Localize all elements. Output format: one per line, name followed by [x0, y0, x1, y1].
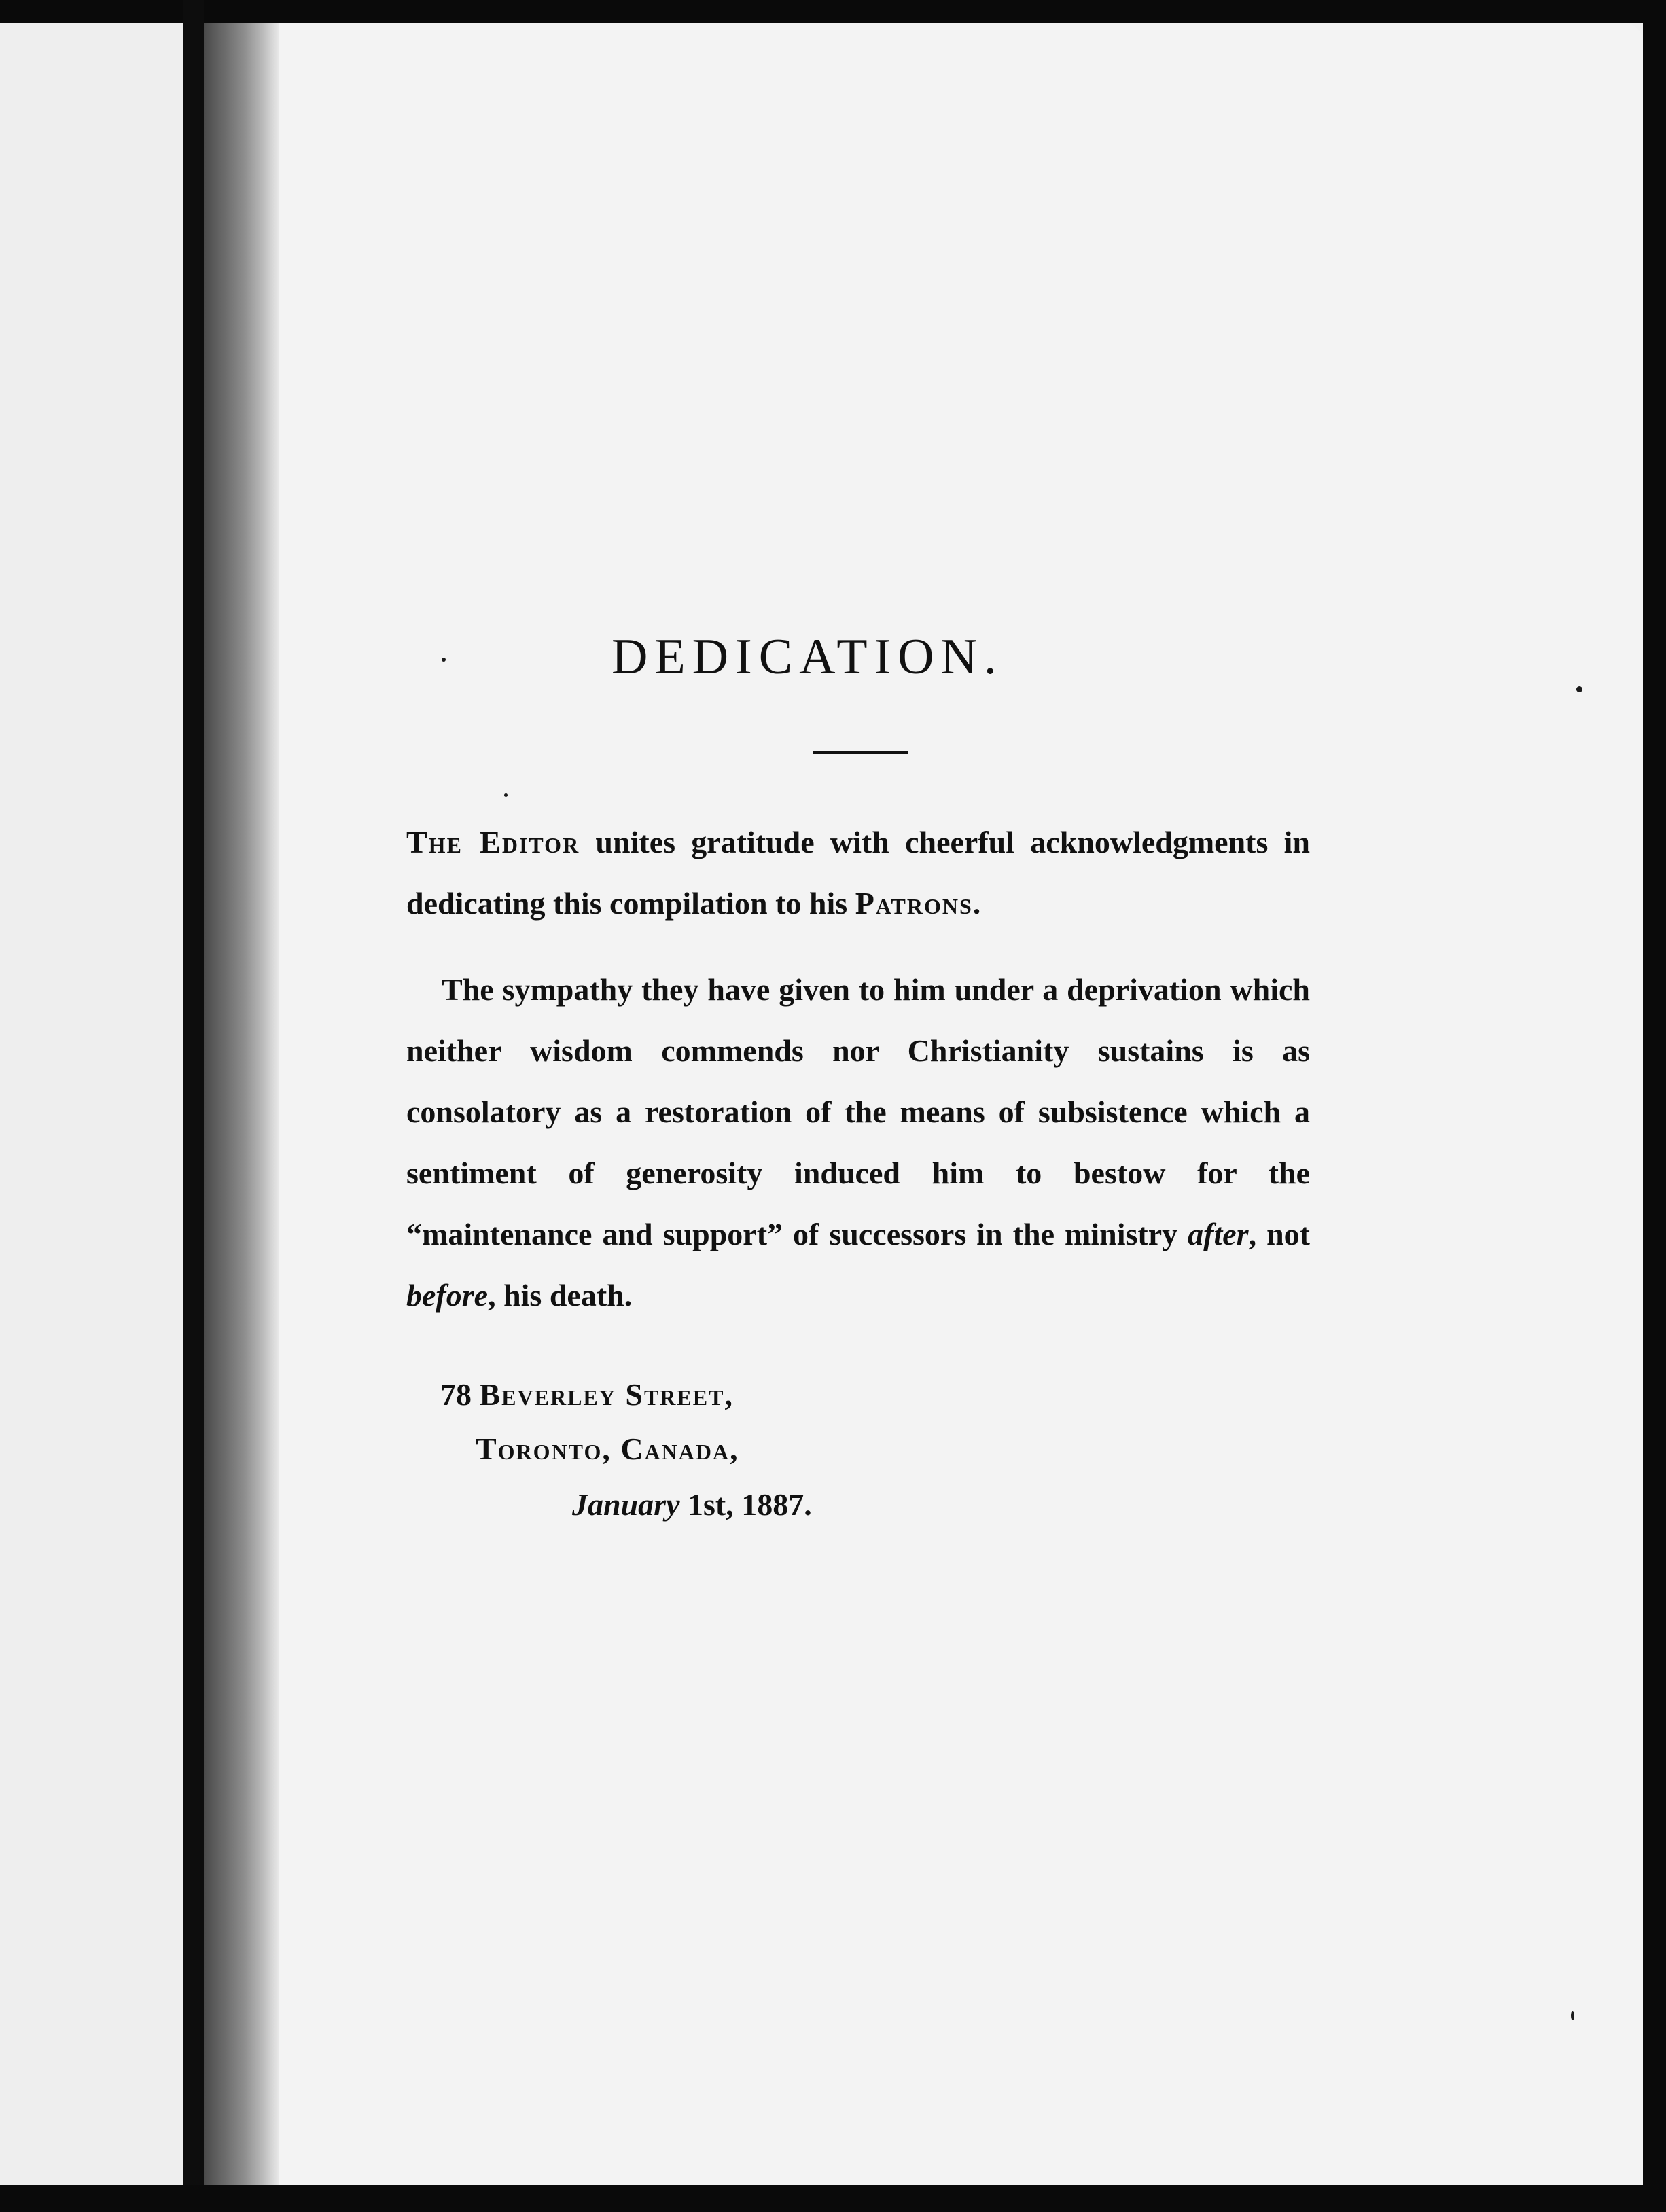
paragraph-2-end: , his death. [488, 1278, 633, 1313]
dedication-paragraph-1 [406, 812, 1310, 934]
film-speck [1571, 2011, 1574, 2020]
patrons-label: Patrons [855, 886, 973, 921]
page-title: DEDICATION. [612, 629, 1004, 685]
film-edge-top [0, 0, 1666, 23]
binding-edge [183, 0, 204, 2212]
film-speck [442, 658, 446, 662]
title-rule [813, 751, 908, 754]
paragraph-2-mid: , not [1248, 1217, 1310, 1251]
street-number: 78 [440, 1377, 472, 1412]
address-date-line [572, 1489, 812, 1520]
film-speck [504, 793, 508, 797]
after-italic: after [1188, 1217, 1249, 1251]
film-speck [1576, 686, 1582, 692]
street-name: Beverley Street, [479, 1377, 734, 1412]
binding-shadow [204, 23, 279, 2185]
city-name: Toronto, Canada, [476, 1431, 739, 1466]
before-italic: before [406, 1278, 489, 1313]
paragraph-2-text: The sympathy they have given to him under a deprivation which neither wisdom commends nor Christianity sustains is as consolatory as a restoration of the means of subsistence which a sentiment of generosity induced him to bestow for the “maintenance and support” of successors in the ministry [406, 972, 1310, 1251]
paragraph-1-text: unites gratitude with cheerful acknowledgments in dedicating this compilation to his [406, 825, 1310, 921]
address-street-line [440, 1379, 734, 1410]
date-month: January [572, 1487, 680, 1522]
address-city-line [476, 1433, 739, 1465]
film-edge-bottom [0, 2185, 1666, 2212]
date-day: 1st [687, 1487, 726, 1522]
film-edge-right [1643, 0, 1666, 2212]
editor-label: The Editor [406, 825, 580, 859]
facing-page [0, 23, 183, 2185]
paragraph-1-end: . [972, 886, 981, 921]
dedication-paragraph-2 [406, 959, 1310, 1326]
date-year: , 1887. [726, 1487, 812, 1522]
